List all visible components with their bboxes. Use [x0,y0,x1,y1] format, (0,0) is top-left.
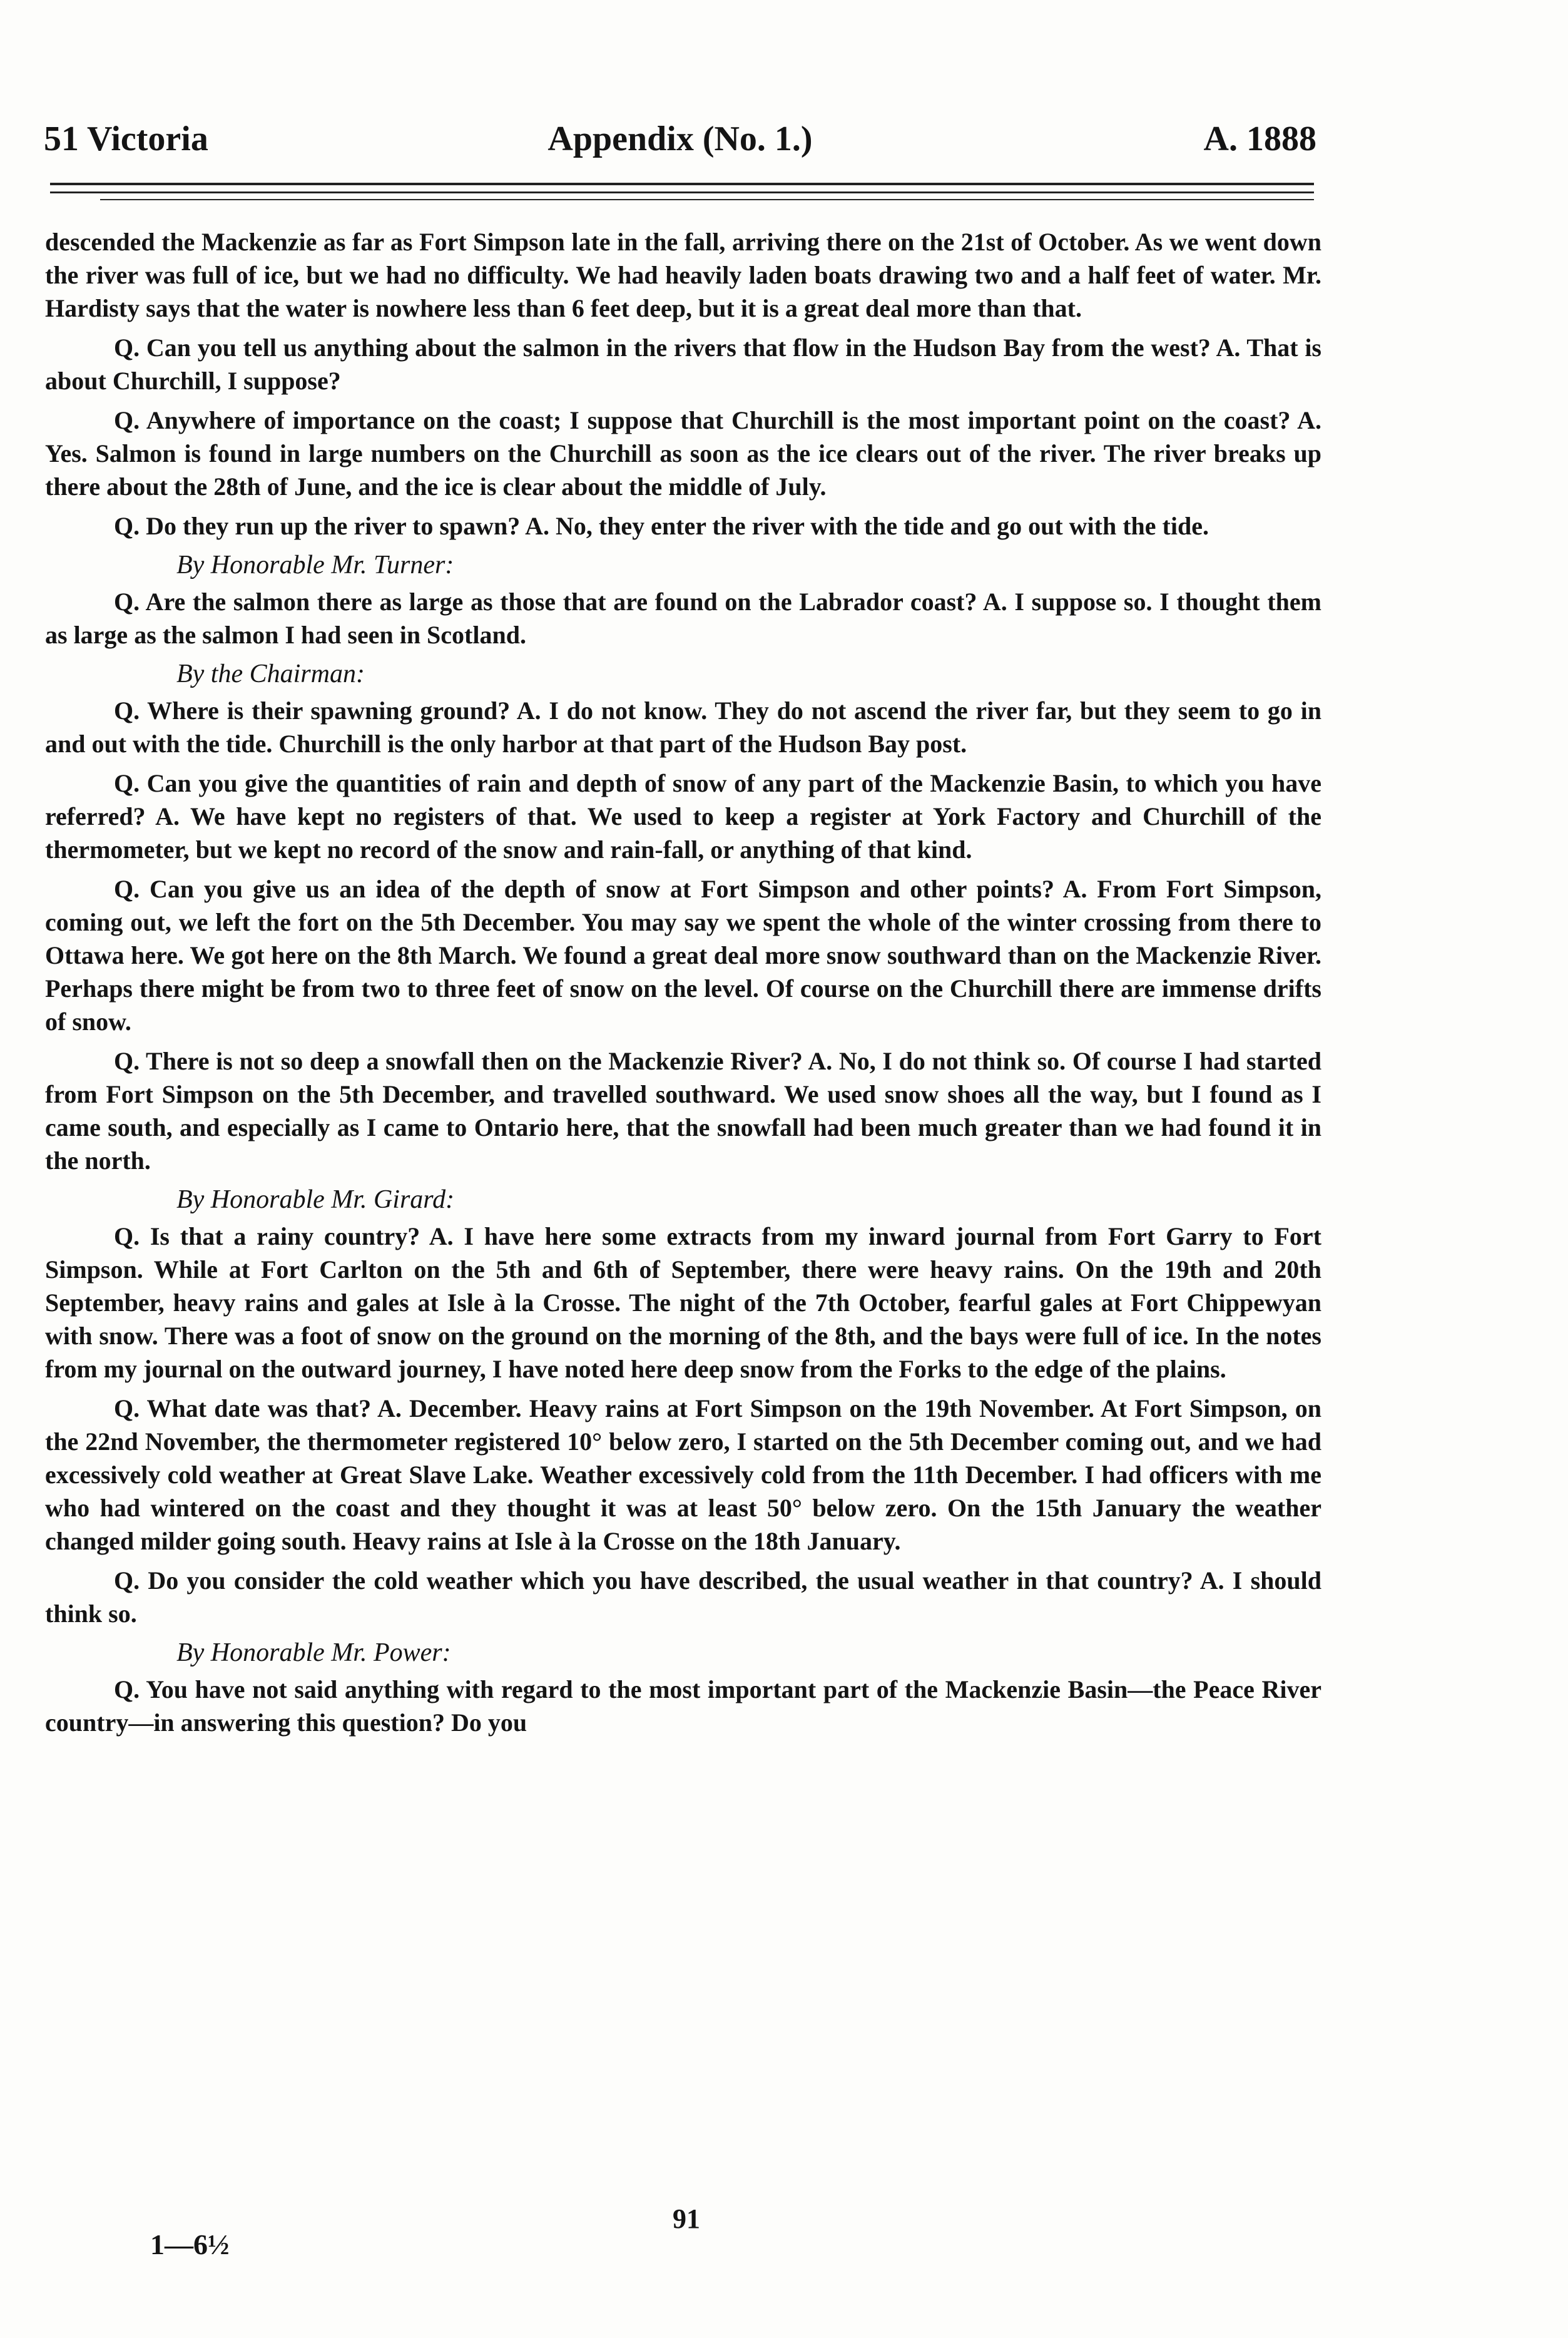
speaker-heading: By Honorable Mr. Power: [176,1638,451,1667]
header-session: 51 Victoria [44,120,208,158]
question-answer-paragraph: Q. You have not said anything with regard to the most important part of the Mackenzie Basin—the Peace River country—in answering this question? Do you [45,1675,1321,1737]
page-header [44,119,1316,175]
question-answer-paragraph: Q. Where is their spawning ground? A. I do not know. They do not ascend the river far, but they seem to go in and out with the tide. Churchill is the only harbor at that part of the Hudson Bay post. [45,697,1321,758]
testimony-body [45,225,1321,1745]
header-rule [100,199,1314,200]
question-answer-paragraph: Q. Are the salmon there as large as those that are found on the Labrador coast? A. I suppose so. I thought them as large as the salmon I had seen in Scotland. [45,588,1321,649]
question-answer-paragraph: Q. Anywhere of importance on the coast; I suppose that Churchill is the most important point on the coast? A. Yes. Salmon is found in large numbers on the Churchill as soon as the ice clears out of the river. The river breaks up there about the 28th of June, and the ice is clear about the middle of July. [45,406,1321,501]
question-answer-paragraph: Q. Can you tell us anything about the salmon in the rivers that flow in the Hudson Bay from the west? A. That is about Churchill, I suppose? [45,334,1321,395]
printer-signature: 1—6½ [150,2228,230,2260]
page-number: 91 [673,2203,700,2234]
question-answer-paragraph: Q. Do they run up the river to spawn? A. No, they enter the river with the tide and go out with the tide. [114,512,1209,540]
question-answer-paragraph: Q. Is that a rainy country? A. I have here some extracts from my inward journal from Fort Garry to Fort Simpson. While at Fort Carlton on the 5th and 6th of September, there were heavy rains. On the 19th and 20th September, heavy rains and gales at Isle à la Crosse. The night of the 7th October, fearful gales at Fort Chippewyan with snow. There was a foot of snow on the ground on the morning of the 8th, and the bays were full of ice. In the notes from my journal on the outward journey, I have noted here deep snow from the Forks to the edge of the plains. [45,1222,1321,1383]
question-answer-paragraph: Q. Do you consider the cold weather which you have described, the usual weather in that country? A. I should think so. [45,1566,1321,1628]
header-rule [50,191,1314,193]
question-answer-paragraph: Q. Can you give us an idea of the depth of snow at Fort Simpson and other points? A. From Fort Simpson, coming out, we left the fort on the 5th December. You may say we spent the whole of the winter crossing from there to Ottawa here. We got here on the 8th March. We found a great deal more snow southward than on the Mackenzie River. Perhaps there might be from two to three feet of snow on the level. Of course on the Churchill there are immense drifts of snow. [45,875,1321,1036]
header-rule [50,183,1314,185]
speaker-heading: By Honorable Mr. Girard: [176,1185,455,1214]
speaker-heading: By Honorable Mr. Turner: [176,551,454,579]
header-year: A. 1888 [1203,120,1316,158]
header-appendix-title: Appendix (No. 1.) [547,120,813,158]
speaker-heading: By the Chairman: [176,660,365,688]
paragraph: descended the Mackenzie as far as Fort Simpson late in the fall, arriving there on the 21st of October. As we went down the river was full of ice, but we had no difficulty. We had heavily laden boats drawing two and a half feet of water. Mr. Hardisty says that the water is nowhere less than 6 feet deep, but it is a great deal more than that. [45,228,1321,322]
page-footer [56,2203,1316,2260]
question-answer-paragraph: Q. There is not so deep a snowfall then on the Mackenzie River? A. No, I do not think so. Of course I had started from Fort Simpson on the 5th December, and travelled southward. We used snow shoes all the way, but I found as I came south, and especially as I came to Ontario here, that the snowfall had been much greater than we had found it in the north. [45,1047,1321,1175]
question-answer-paragraph: Q. What date was that? A. December. Heavy rains at Fort Simpson on the 19th November. At Fort Simpson, on the 22nd November, the thermometer registered 10° below zero, I started on the 5th December coming out, and we had excessively cold weather at Great Slave Lake. Weather excessively cold from the 11th December. I had officers with me who had wintered on the coast and they thought it was at least 50° below zero. On the 15th January the weather changed milder going south. Heavy rains at Isle à la Crosse on the 18th January. [45,1394,1321,1555]
question-answer-paragraph: Q. Can you give the quantities of rain and depth of snow of any part of the Mackenzie Basin, to which you have referred? A. We have kept no registers of that. We used to keep a register at York Factory and Churchill of the thermometer, but we kept no record of the snow and rain-fall, or anything of that kind. [45,769,1321,864]
